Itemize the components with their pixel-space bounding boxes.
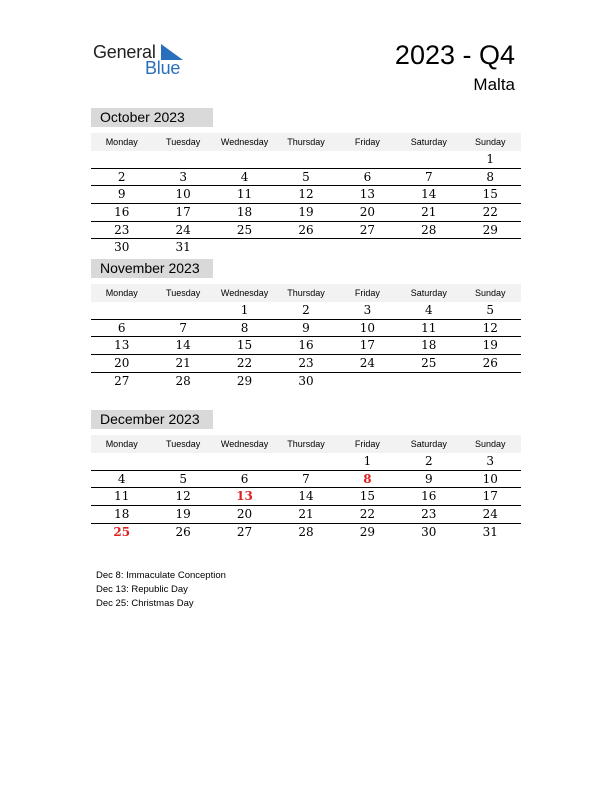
weekday-label: Monday xyxy=(105,439,138,449)
day-cell xyxy=(460,239,521,256)
week-row xyxy=(91,506,521,524)
day-cell: 27 xyxy=(114,373,130,388)
day-cell: 11 xyxy=(421,320,437,335)
day-cell: 23 xyxy=(298,356,314,371)
day-cell: 16 xyxy=(114,205,130,220)
day-cell: 17 xyxy=(482,489,498,504)
weekday-label: Wednesday xyxy=(220,439,269,449)
day-cell: 4 xyxy=(240,169,249,184)
day-cell: 23 xyxy=(114,222,130,237)
day-cell: 19 xyxy=(175,507,191,522)
day-cell: 20 xyxy=(359,205,376,220)
week-row xyxy=(91,151,521,169)
day-cell: 13 xyxy=(359,187,376,202)
day-cell: 22 xyxy=(236,356,253,371)
day-cell: 29 xyxy=(359,524,376,539)
weekday-label: Thursday xyxy=(287,439,325,449)
weekday-label: Tuesday xyxy=(166,439,201,449)
day-cell xyxy=(91,151,152,168)
day-cell: 24 xyxy=(175,222,191,237)
holiday-note: Dec 25: Christmas Day xyxy=(96,598,194,609)
day-cell: 16 xyxy=(421,489,437,504)
day-cell: 16 xyxy=(298,338,314,353)
weekday-label: Monday xyxy=(105,288,138,298)
day-cell xyxy=(275,151,336,168)
day-cell: 25 xyxy=(236,222,253,237)
day-cell xyxy=(214,151,275,168)
weekday-header xyxy=(91,133,521,151)
day-cell: 27 xyxy=(359,222,376,237)
day-cell: 11 xyxy=(236,187,253,202)
day-cell: 14 xyxy=(421,187,437,202)
day-cell: 18 xyxy=(236,205,253,220)
week-row xyxy=(91,373,521,390)
week-row xyxy=(91,355,521,373)
day-cell: 17 xyxy=(175,205,191,220)
day-cell: 8 xyxy=(240,320,249,335)
day-cell: 25 xyxy=(113,524,131,539)
week-row xyxy=(91,222,521,240)
day-cell: 1 xyxy=(240,303,249,317)
week-row xyxy=(91,239,521,256)
day-cell: 21 xyxy=(421,205,437,220)
day-cell: 7 xyxy=(302,471,310,486)
day-cell: 1 xyxy=(363,454,372,468)
day-cell xyxy=(460,373,521,390)
month-title: November 2023 xyxy=(91,259,213,278)
day-cell: 14 xyxy=(298,489,314,504)
day-cell: 31 xyxy=(482,524,498,539)
day-cell: 10 xyxy=(482,471,498,486)
day-cell xyxy=(214,453,275,470)
week-row xyxy=(91,302,521,320)
weekday-label: Wednesday xyxy=(220,288,269,298)
day-cell: 12 xyxy=(482,320,498,335)
month-block xyxy=(91,410,521,540)
day-cell: 24 xyxy=(482,507,498,522)
weekday-label: Tuesday xyxy=(166,288,201,298)
day-cell: 9 xyxy=(302,320,310,335)
day-cell: 28 xyxy=(175,373,191,388)
day-cell xyxy=(152,151,213,168)
weekday-label: Friday xyxy=(354,288,380,298)
weekday-label: Wednesday xyxy=(220,137,269,147)
day-cell xyxy=(398,151,459,168)
day-cell: 18 xyxy=(114,507,130,522)
day-cell xyxy=(275,239,336,256)
day-cell xyxy=(398,373,459,390)
day-cell: 11 xyxy=(114,489,130,504)
day-cell: 15 xyxy=(236,338,253,353)
weekday-label: Sunday xyxy=(474,137,506,147)
weekday-label: Thursday xyxy=(287,137,325,147)
day-cell: 2 xyxy=(117,169,126,184)
week-row xyxy=(91,320,521,338)
day-cell: 30 xyxy=(421,524,437,539)
day-cell: 29 xyxy=(236,373,253,388)
day-cell: 21 xyxy=(175,356,191,371)
day-cell xyxy=(337,239,398,256)
day-cell: 23 xyxy=(421,507,437,522)
day-cell xyxy=(398,239,459,256)
day-cell: 2 xyxy=(425,454,433,468)
weekday-label: Friday xyxy=(354,137,380,147)
day-cell: 14 xyxy=(175,338,191,353)
holiday-note: Dec 8: Immaculate Conception xyxy=(96,570,226,581)
holiday-note: Dec 13: Republic Day xyxy=(96,584,188,595)
day-cell: 15 xyxy=(359,489,376,504)
weekday-label: Saturday xyxy=(410,137,447,147)
weekday-label: Monday xyxy=(105,137,138,147)
logo-word-general: General xyxy=(93,42,156,62)
week-row xyxy=(91,169,521,187)
day-cell: 3 xyxy=(486,454,495,468)
day-cell xyxy=(91,302,152,319)
weekday-label: Sunday xyxy=(474,288,506,298)
weekday-label: Friday xyxy=(354,439,380,449)
day-cell: 3 xyxy=(179,169,187,184)
day-cell: 27 xyxy=(236,524,253,539)
day-cell: 4 xyxy=(117,471,126,486)
day-cell: 25 xyxy=(421,356,437,371)
week-row xyxy=(91,524,521,541)
day-cell: 10 xyxy=(359,320,376,335)
day-cell: 8 xyxy=(363,471,372,486)
day-cell: 28 xyxy=(298,524,314,539)
month-title: October 2023 xyxy=(91,108,213,127)
week-row xyxy=(91,471,521,489)
day-cell: 7 xyxy=(425,169,433,184)
month-block xyxy=(91,259,521,389)
day-cell: 9 xyxy=(117,187,126,202)
day-cell xyxy=(214,239,275,256)
day-cell: 19 xyxy=(482,338,498,353)
day-cell: 6 xyxy=(363,169,372,184)
day-cell: 20 xyxy=(236,507,253,522)
day-cell: 24 xyxy=(359,356,376,371)
day-cell: 5 xyxy=(486,303,495,317)
day-cell: 22 xyxy=(482,205,498,220)
day-cell: 31 xyxy=(175,240,191,255)
day-cell: 21 xyxy=(298,507,314,522)
day-cell: 12 xyxy=(298,187,314,202)
day-cell: 15 xyxy=(482,187,498,202)
logo-word-blue: Blue xyxy=(145,58,181,78)
day-cell: 5 xyxy=(179,471,187,486)
weekday-label: Sunday xyxy=(474,439,506,449)
day-cell xyxy=(337,373,398,390)
day-cell: 28 xyxy=(421,222,437,237)
day-cell: 30 xyxy=(298,373,314,388)
month-title: December 2023 xyxy=(91,410,213,429)
week-row xyxy=(91,204,521,222)
day-cell xyxy=(337,151,398,168)
day-cell xyxy=(152,302,213,319)
weekday-label: Thursday xyxy=(287,288,325,298)
week-row xyxy=(91,337,521,355)
weekday-header xyxy=(91,435,521,453)
day-cell: 6 xyxy=(240,471,249,486)
week-row xyxy=(91,453,521,471)
day-cell: 13 xyxy=(114,338,130,353)
holiday-notes xyxy=(96,569,226,611)
day-cell: 20 xyxy=(114,356,130,371)
day-cell: 1 xyxy=(486,152,495,166)
day-cell: 7 xyxy=(179,320,187,335)
day-cell: 18 xyxy=(421,338,437,353)
weekday-label: Saturday xyxy=(410,439,447,449)
day-cell: 22 xyxy=(359,507,376,522)
day-cell: 2 xyxy=(302,303,310,317)
day-cell xyxy=(152,453,213,470)
day-cell: 6 xyxy=(117,320,126,335)
week-row xyxy=(91,488,521,506)
day-cell: 29 xyxy=(482,222,498,237)
day-cell: 8 xyxy=(486,169,495,184)
day-cell: 30 xyxy=(114,240,130,255)
day-cell xyxy=(91,453,152,470)
weekday-header xyxy=(91,284,521,302)
day-cell: 5 xyxy=(302,169,310,184)
weekday-label: Tuesday xyxy=(166,137,201,147)
day-cell: 3 xyxy=(363,303,372,317)
day-cell: 19 xyxy=(298,205,314,220)
day-cell: 9 xyxy=(425,471,433,486)
day-cell xyxy=(275,453,336,470)
generalblue-logo xyxy=(93,40,193,80)
day-cell: 26 xyxy=(298,222,314,237)
day-cell: 4 xyxy=(425,303,433,317)
country-name: Malta xyxy=(473,75,515,94)
weekday-label: Saturday xyxy=(410,288,447,298)
day-cell: 17 xyxy=(359,338,376,353)
day-cell: 26 xyxy=(175,524,191,539)
day-cell: 12 xyxy=(175,489,191,504)
month-block xyxy=(91,108,521,256)
page-title: 2023 - Q4 xyxy=(394,40,515,70)
day-cell: 13 xyxy=(236,489,253,504)
day-cell: 26 xyxy=(482,356,498,371)
day-cell: 10 xyxy=(175,187,191,202)
week-row xyxy=(91,186,521,204)
